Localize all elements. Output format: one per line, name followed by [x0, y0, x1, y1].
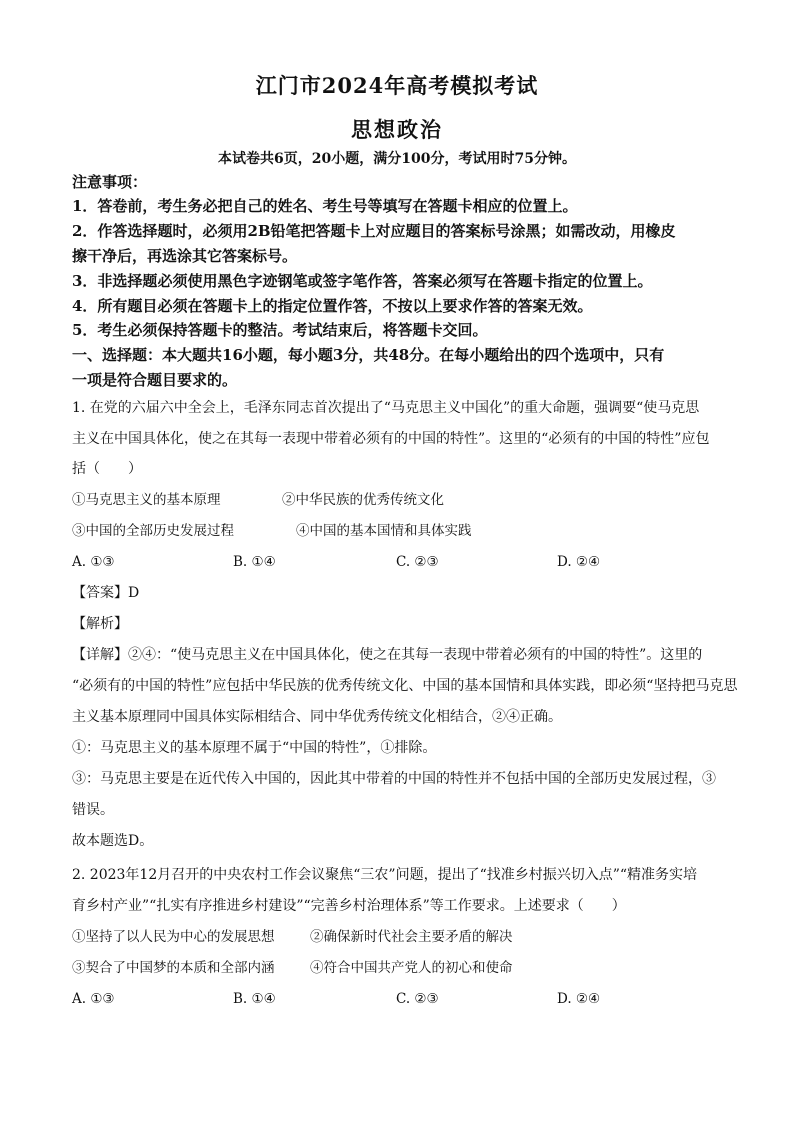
q1-item-3: ③中国的全部历史发展过程: [72, 523, 234, 539]
q1-stem-line: 主义在中国具体化，使之在其每一表现中带着必须有的中国的特性”。这里的“必须有的中国的特性”应包: [72, 431, 710, 447]
q2-stem-line: 2. 2023年12月召开的中央农村工作会议聚焦“三农”问题，提出了“找准乡村振兴切入点”“精准务实培: [72, 867, 698, 883]
q1-explanation-line: 主义基本原理同中国具体实际相结合、同中华优秀传统文化相结合，②④正确。: [72, 709, 562, 725]
exam-title: 江门市2024年高考模拟考试: [255, 73, 539, 98]
q1-answer: 【答案】D: [72, 585, 140, 601]
notice-item: 5．考生必须保持答题卡的整洁。考试结束后，将答题卡交回。: [72, 321, 488, 339]
notice-item: 1．答卷前，考生务必把自己的姓名、考生号等填写在答题卡相应的位置上。: [72, 197, 578, 215]
q1-item-2: ②中华民族的优秀传统文化: [282, 492, 444, 508]
q2-item-4: ④符合中国共产党人的初心和使命: [310, 960, 513, 976]
q1-choice-c: C. ②③: [396, 554, 439, 570]
q1-stem-line: 1. 在党的六届六中全会上，毛泽东同志首次提出了“马克思主义中国化”的重大命题，强调要“使马克思: [72, 400, 700, 416]
q2-item-3: ③契合了中国梦的本质和全部内涵: [72, 960, 275, 976]
q2-item-2: ②确保新时代社会主要矛盾的解决: [310, 929, 513, 945]
q1-explanation-line: 故本题选D。: [72, 833, 154, 849]
q2-stem-line: 育乡村产业”“扎实有序推进乡村建设”“完善乡村治理体系”等工作要求。上述要求（ ）: [72, 898, 626, 914]
q1-choice-a: A. ①③: [72, 554, 115, 570]
section-heading: 一、选择题：本大题共16小题，每小题3分，共48分。在每小题给出的四个选项中，只有: [72, 346, 665, 364]
q1-stem-line: 括（ ）: [72, 461, 142, 477]
q2-choice-d: D. ②④: [557, 991, 601, 1007]
section-heading-cont: 一项是符合题目要求的。: [72, 371, 238, 389]
q1-choice-b: B. ①④: [233, 554, 276, 570]
exam-summary: 本试卷共6页，20小题，满分100分，考试用时75分钟。: [218, 151, 576, 167]
q2-item-1: ①坚持了以人民为中心的发展思想: [72, 929, 275, 945]
q1-explanation-line: 错误。: [72, 802, 114, 818]
notice-item: 3．非选择题必须使用黑色字迹钢笔或签字笔作答，答案必须写在答题卡指定的位置上。: [72, 272, 653, 290]
notice-item: 擦干净后，再选涂其它答案标号。: [72, 247, 298, 265]
q1-analysis-label: 【解析】: [72, 616, 128, 632]
q1-explanation-line: “必须有的中国的特性”应包括中华民族的优秀传统文化、中国的基本国情和具体实践，即必须“坚持把马克思: [72, 678, 738, 694]
q1-explanation-line: ①：马克思主义的基本原理不属于“中国的特性”，①排除。: [72, 740, 437, 756]
subject-title: 思想政治: [351, 117, 443, 142]
notice-item: 2．作答选择题时，必须用2B铅笔把答题卡上对应题目的答案标号涂黑；如需改动，用橡皮: [72, 222, 676, 240]
q2-choice-a: A. ①③: [72, 991, 115, 1007]
q1-choice-d: D. ②④: [557, 554, 601, 570]
q1-item-1: ①马克思主义的基本原理: [72, 492, 221, 508]
q2-choice-b: B. ①④: [233, 991, 276, 1007]
q2-choice-c: C. ②③: [396, 991, 439, 1007]
q1-explanation-line: 【详解】②④：“使马克思主义在中国具体化，使之在其每一表现中带着必须有的中国的特性”。这里的: [72, 647, 703, 663]
notice-heading: 注意事项：: [72, 173, 148, 191]
q1-explanation-line: ③：马克思主要是在近代传入中国的，因此其中带着的中国的特性并不包括中国的全部历史发展过程，③: [72, 771, 716, 787]
q1-item-4: ④中国的基本国情和具体实践: [296, 523, 472, 539]
notice-item: 4．所有题目必须在答题卡上的指定位置作答，不按以上要求作答的答案无效。: [72, 297, 593, 315]
